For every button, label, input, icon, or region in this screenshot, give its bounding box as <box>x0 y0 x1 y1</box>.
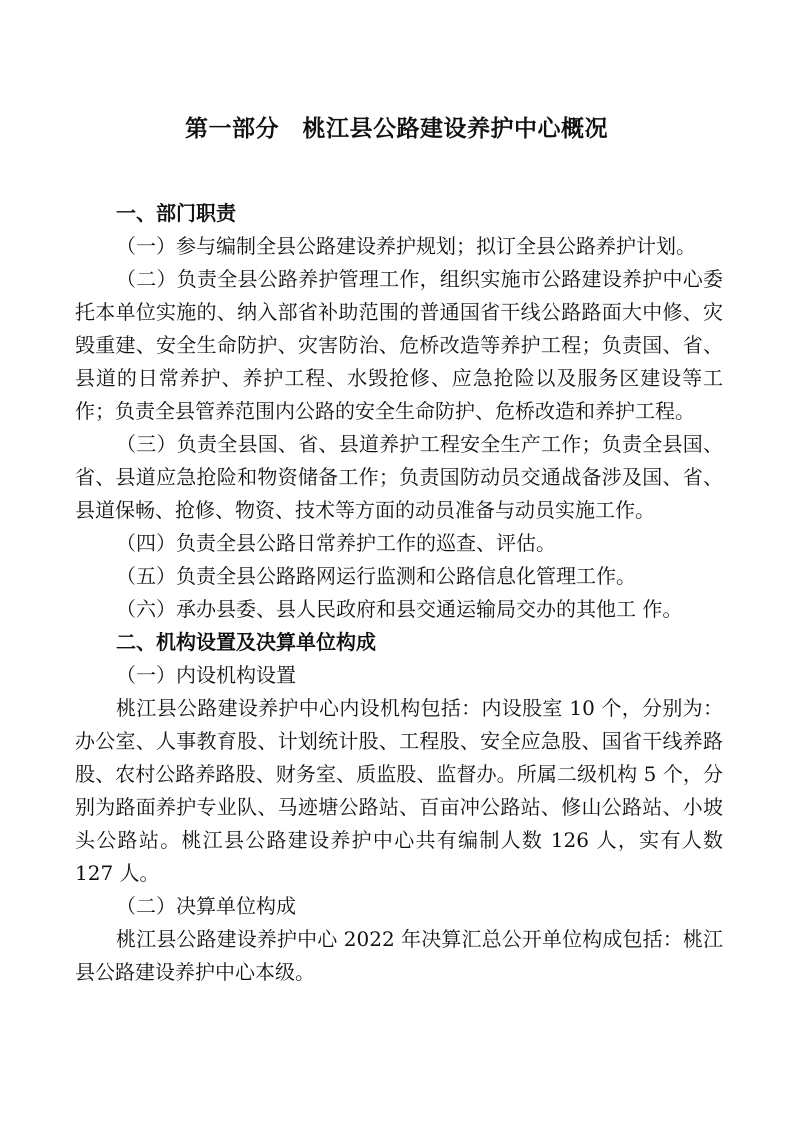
paragraph: （二）负责全县公路养护管理工作，组织实施市公路建设养护中心委托本单位实施的、纳入部省补助范围的普通国省干线公路路面大中修、灾毁重建、安全生命防护、灾害防治、危桥改造等养护工程；负责国、省、县道的日常养护、养护工程、水毁抢修、应急抢险以及服务区建设等工作；负责全县管养范围内公路的安全生命防护、危桥改造和养护工程。 <box>75 267 723 423</box>
section-heading: 一、部门职责 <box>116 201 236 225</box>
paragraph: （二）决算单位构成 <box>116 894 296 918</box>
paragraph: （五）负责全县公路路网运行监测和公路信息化管理工作。 <box>116 564 636 588</box>
paragraph: （三）负责全县国、省、县道养护工程安全生产工作；负责全县国、省、县道应急抢险和物资储备工作；负责国防动员交通战备涉及国、省、县道保畅、抢修、物资、技术等方面的动员准备与动员实施工作。 <box>75 432 723 522</box>
paragraph: 桃江县公路建设养护中心 2022 年决算汇总公开单位构成包括：桃江县公路建设养护中心本级。 <box>75 927 723 984</box>
document-body <box>75 197 723 989</box>
paragraph: （四）负责全县公路日常养护工作的巡查、评估。 <box>116 531 556 555</box>
section-heading: 二、机构设置及决算单位构成 <box>116 630 376 654</box>
paragraph: （一）参与编制全县公路建设养护规划；拟订全县公路养护计划。 <box>116 234 696 258</box>
paragraph: （一）内设机构设置 <box>116 663 296 687</box>
paragraph: 桃江县公路建设养护中心内设机构包括：内设股室 10 个，分别为：办公室、人事教育股、计划统计股、工程股、安全应急股、国省干线养路股、农村公路养路股、财务室、质监股、监督办。所属二级机构 5 个，分别为路面养护专业队、马迹塘公路站、百亩冲公路站、修山公路站、小坡头公路站。桃江县公路建设养护中心共有编制人数 126 人，实有人数 127 人。 <box>75 696 723 885</box>
paragraph: （六）承办县委、县人民政府和县交通运输局交办的其他工 作。 <box>116 597 683 621</box>
page-title: 第一部分 桃江县公路建设养护中心概况 <box>185 116 608 142</box>
